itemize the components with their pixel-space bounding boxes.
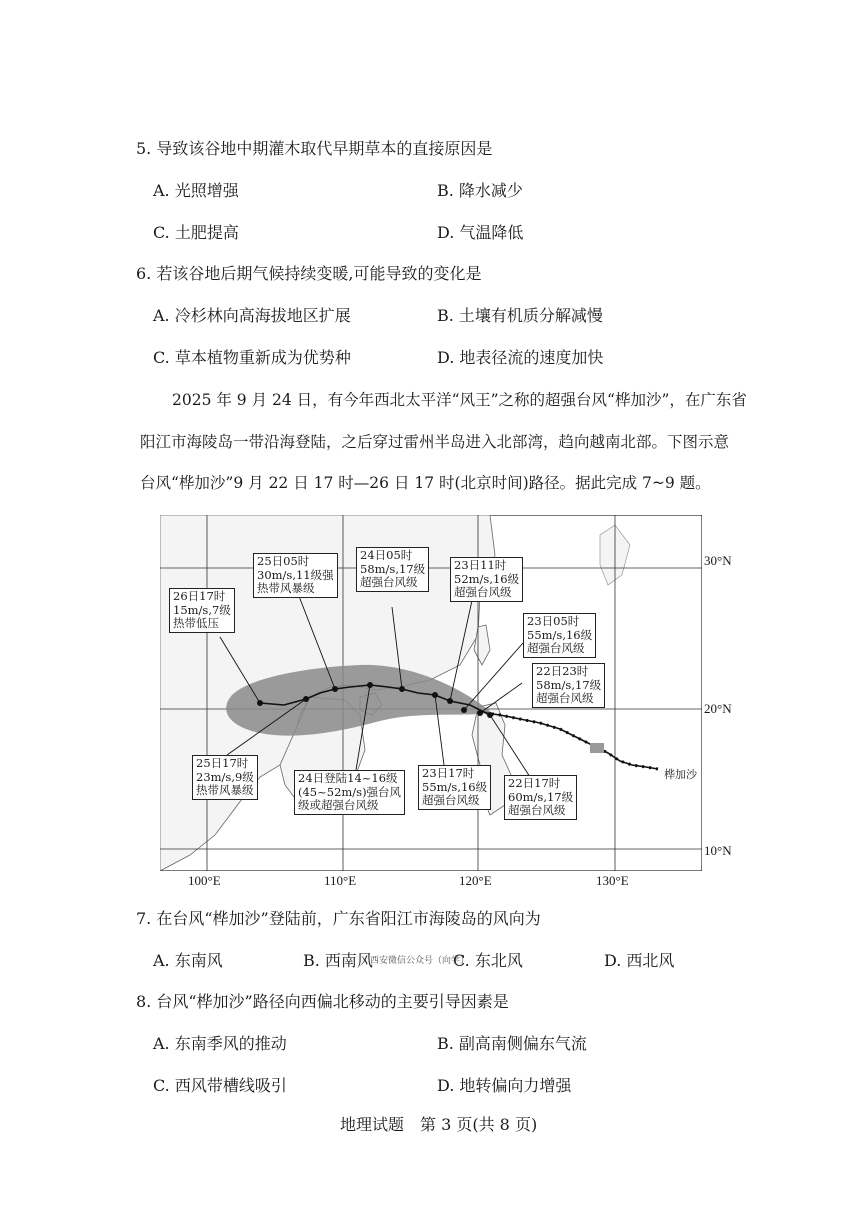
annotation-speed: 30m/s,11级强 [257, 567, 334, 582]
annotation-speed: 58m/s,17级 [360, 561, 426, 576]
annotation-grade: 超强台风级 [527, 641, 585, 655]
annotation-23d17h [418, 765, 491, 810]
lon-label-130e: 130°E [596, 873, 629, 888]
q6-option-c: C. 草本植物重新成为优势种 [153, 348, 351, 367]
annotation-speed: 58m/s,17级 [536, 677, 602, 692]
annotation-time: 24日登陆14~16级 [298, 771, 398, 785]
track-grey-segment [590, 743, 604, 753]
lon-label-110e: 110°E [324, 873, 357, 888]
annotation-grade: 热带风暴级 [257, 581, 315, 595]
annotation-grade: 超强台风级 [454, 585, 512, 599]
passage-line-2: 阳江市海陵岛一带沿海登陆，之后穿过雷州半岛进入北部湾，趋向越南北部。下图示意 [140, 433, 730, 451]
annotation-time: 23日17时 [422, 766, 475, 780]
annotation-24d05h [356, 547, 429, 592]
q6-stem: 6. 若该谷地后期气候持续变暖,可能导致的变化是 [136, 264, 482, 283]
q8-option-d: D. 地转偏向力增强 [437, 1076, 572, 1095]
annotation-time: 22日17时 [508, 776, 561, 790]
q8-stem: 8. 台风“桦加沙”路径向西偏北移动的主要引导因素是 [136, 992, 509, 1011]
typhoon-track-map [160, 515, 702, 871]
q5-option-d: D. 气温降低 [437, 223, 524, 242]
annotation-23d05h [523, 613, 596, 658]
lon-label-120e: 120°E [459, 873, 492, 888]
annotation-speed: (45~52m/s)强台风 [298, 784, 402, 799]
annotation-speed: 15m/s,7级 [173, 602, 231, 617]
annotation-speed: 55m/s,16级 [527, 627, 593, 642]
annotation-grade: 超强台风级 [360, 575, 418, 589]
annotation-24d-landfall [294, 770, 405, 815]
annotation-22d23h [532, 663, 605, 708]
q7-option-d: D. 西北风 [604, 951, 675, 970]
annotation-26d17h [169, 588, 235, 633]
annotation-time: 25日05时 [257, 554, 310, 568]
annotation-grade: 热带风暴级 [196, 783, 254, 797]
typhoon-name-label: 桦加沙 [664, 768, 697, 781]
annotation-time: 26日17时 [173, 589, 226, 603]
annotation-speed: 55m/s,16级 [422, 779, 488, 794]
q6-option-d: D. 地表径流的速度加快 [437, 348, 604, 367]
q8-option-c: C. 西风带槽线吸引 [153, 1076, 287, 1095]
annotation-grade: 超强台风级 [422, 793, 480, 807]
page-footer: 地理试题 第 3 页(共 8 页) [340, 1115, 538, 1134]
q8-option-a: A. 东南季风的推动 [153, 1034, 287, 1053]
passage-line-1: 2025 年 9 月 24 日，有今年西北太平洋“风王”之称的超强台风“桦加沙”，在广东省 [172, 391, 747, 409]
annotation-time: 22日23时 [536, 664, 589, 678]
annotation-grade: 超强台风级 [536, 691, 594, 705]
annotation-grade: 级或超强台风级 [298, 798, 379, 812]
q7-option-c: C. 东北风 [453, 951, 523, 970]
annotation-25d17h [192, 755, 258, 800]
q5-stem: 5. 导致该谷地中期灌木取代早期草本的直接原因是 [136, 139, 493, 158]
lat-label-30n: 30°N [704, 553, 732, 568]
annotation-speed: 60m/s,17级 [508, 789, 574, 804]
annotation-time: 24日05时 [360, 548, 413, 562]
q5-option-c: C. 土肥提高 [153, 223, 239, 242]
q5-option-b: B. 降水减少 [437, 181, 523, 200]
annotation-time: 23日05时 [527, 614, 580, 628]
q5-option-a: A. 光照增强 [153, 181, 239, 200]
annotation-23d11h [450, 557, 523, 602]
annotation-grade: 热带低压 [173, 616, 219, 630]
annotation-time: 23日11时 [454, 558, 507, 572]
q6-option-a: A. 冷杉林向高海拔地区扩展 [153, 306, 351, 325]
lat-label-10n: 10°N [704, 843, 732, 858]
annotation-speed: 23m/s,9级 [196, 769, 254, 784]
annotation-speed: 52m/s,16级 [454, 571, 520, 586]
lat-label-20n: 20°N [704, 701, 732, 716]
lon-label-100e: 100°E [188, 873, 221, 888]
annotation-22d17h [504, 775, 577, 820]
annotation-time: 25日17时 [196, 756, 249, 770]
annotation-grade: 超强台风级 [508, 803, 566, 817]
q7-stem: 7. 在台风“桦加沙”登陆前，广东省阳江市海陵岛的风向为 [136, 909, 541, 928]
passage-line-3: 台风“桦加沙”9 月 22 日 17 时—26 日 17 时(北京时间)路径。据此完成 7~9 题。 [140, 474, 711, 492]
map-graphic [160, 515, 702, 871]
q6-option-b: B. 土壤有机质分解减慢 [437, 306, 603, 325]
q8-option-b: B. 副高南侧偏东气流 [437, 1034, 587, 1053]
annotation-25d05h [253, 553, 338, 598]
q7-option-a: A. 东南风 [153, 951, 223, 970]
watermark-text: 西安微信公众号（向学） [370, 956, 470, 966]
q7-option-b: B. 西南风 [303, 951, 373, 970]
